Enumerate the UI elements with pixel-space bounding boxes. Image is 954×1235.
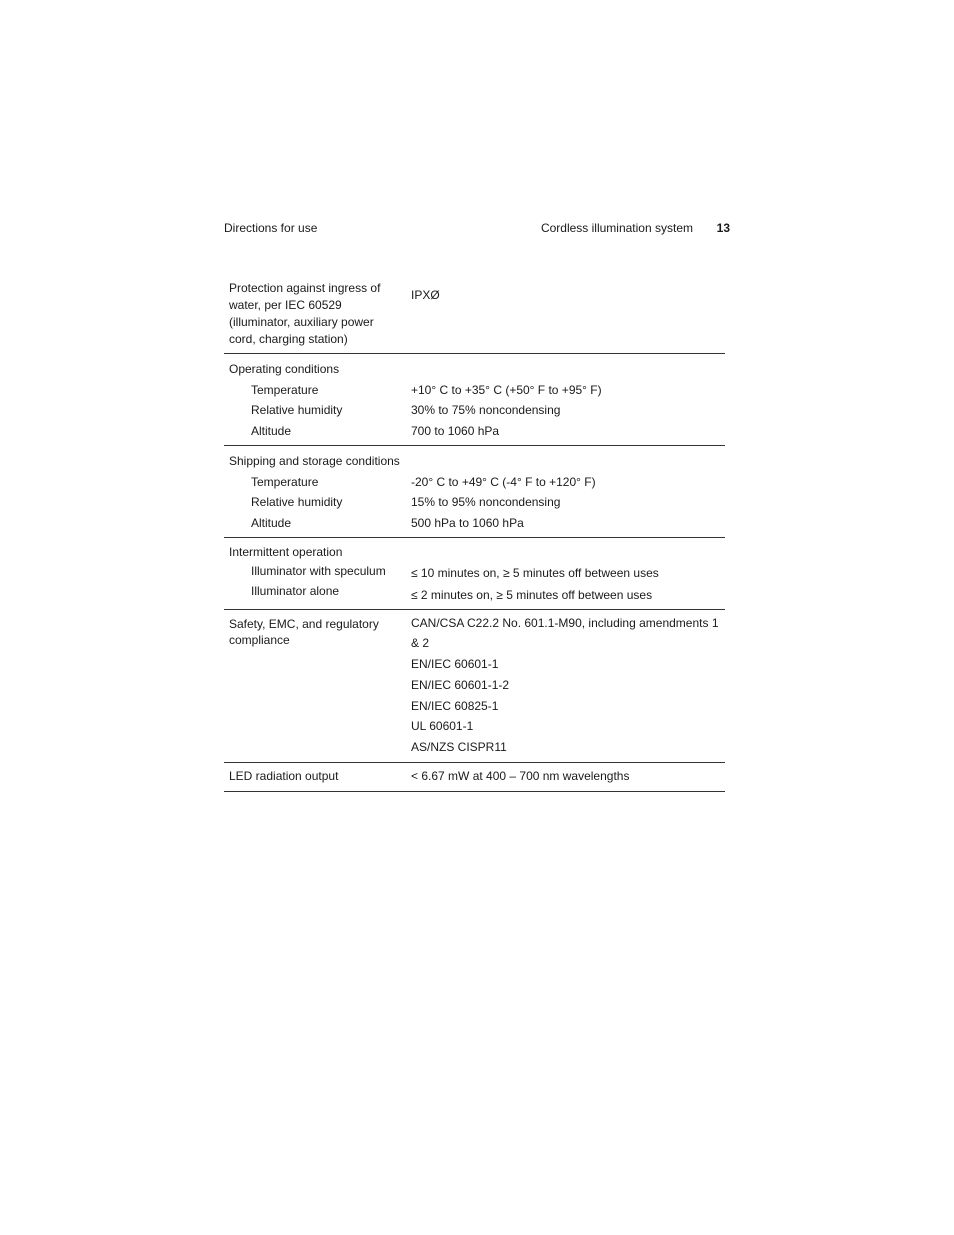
header-product-title: Cordless illumination system — [540, 221, 693, 235]
spec-value: 15% to 95% noncondensing — [411, 495, 561, 509]
spec-row-led — [224, 763, 725, 792]
spec-value: EN/IEC 60601-1-2 — [411, 678, 510, 692]
spec-row-safety — [224, 610, 725, 763]
spec-row-ingress — [224, 277, 725, 354]
spec-value: CAN/CSA C22.2 No. 601.1-M90, including amendments 1 & 2 — [411, 616, 719, 650]
spec-value: +10° C to +35° C (+50° F to +95° F) — [411, 383, 602, 397]
spec-value: 700 to 1060 hPa — [411, 424, 500, 438]
spec-sublabel: Relative humidity — [251, 403, 343, 417]
spec-sublabel: Relative humidity — [251, 495, 343, 509]
spec-row-intermittent — [224, 538, 725, 610]
spec-label: Protection against ingress of water, per IEC 60529 (illuminator, auxiliary power cord, charging station) — [229, 281, 381, 346]
spec-value: 500 hPa to 1060 hPa — [411, 516, 524, 530]
spec-sublabel: Altitude — [251, 424, 292, 438]
spec-value: UL 60601-1 — [411, 719, 474, 733]
spec-value: EN/IEC 60825-1 — [411, 699, 499, 713]
spec-sublabel: Illuminator alone — [251, 584, 340, 598]
spec-value: < 6.67 mW at 400 – 700 nm wavelengths — [411, 769, 630, 783]
spec-label: LED radiation output — [229, 769, 339, 783]
spec-label: Operating conditions — [229, 362, 340, 376]
spec-label: Intermittent operation — [229, 545, 343, 559]
spec-value: IPXØ — [411, 288, 440, 302]
spec-row-shipping — [224, 446, 725, 538]
page-number: 13 — [716, 221, 730, 235]
spec-sublabel: Temperature — [251, 383, 319, 397]
spec-value: ≤ 10 minutes on, ≥ 5 minutes off between uses — [411, 566, 659, 580]
spec-value: ≤ 2 minutes on, ≥ 5 minutes off between uses — [411, 588, 653, 602]
header-doc-title: Directions for use — [224, 221, 318, 235]
spec-label: Shipping and storage conditions — [229, 454, 400, 468]
spec-row-operating — [224, 354, 725, 446]
spec-sublabel: Temperature — [251, 475, 319, 489]
spec-value: AS/NZS CISPR11 — [411, 740, 507, 754]
page-header — [224, 221, 730, 239]
spec-value: 30% to 75% noncondensing — [411, 403, 561, 417]
spec-sublabel: Altitude — [251, 516, 292, 530]
spec-value: -20° C to +49° C (-4° F to +120° F) — [411, 475, 596, 489]
spec-value: EN/IEC 60601-1 — [411, 657, 499, 671]
specifications-table — [224, 277, 725, 792]
spec-label: Safety, EMC, and regulatory compliance — [229, 617, 379, 647]
spec-sublabel: Illuminator with speculum — [251, 564, 386, 578]
